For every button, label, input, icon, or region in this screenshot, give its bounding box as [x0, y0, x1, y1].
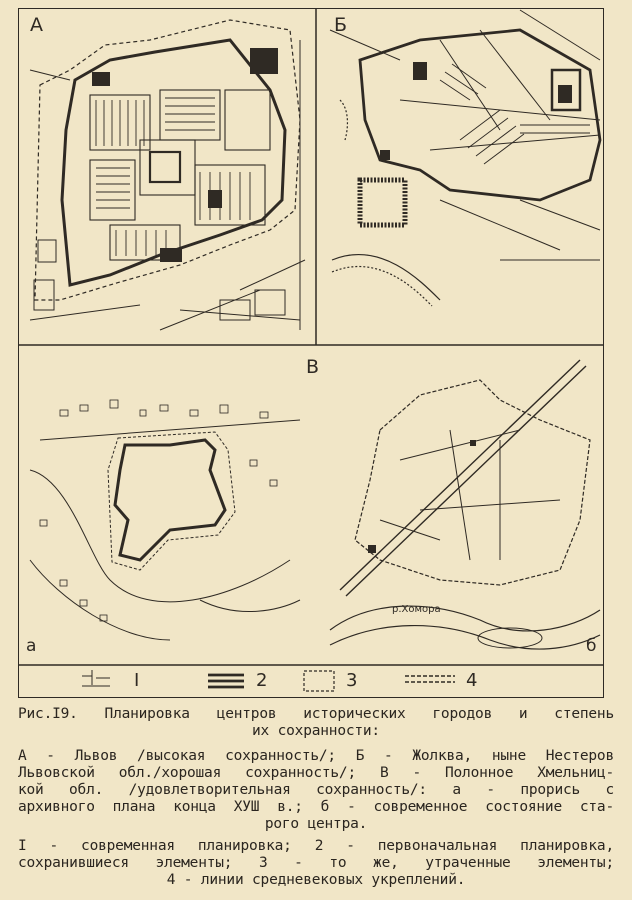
railway-line: [340, 360, 580, 590]
caption-title-line-1: Рис.I9. Планировка центров исторических городов и степень: [18, 706, 614, 722]
panel-a-lviv-plan: [30, 20, 305, 330]
panel-label-b: Б: [334, 14, 348, 36]
khomora-river: [330, 606, 600, 631]
legend-icon-dashed-square: [304, 671, 334, 691]
panel-dividers: [18, 8, 604, 665]
caption-desc-line-4: архивного плана конца ХУШ в.; б - современное состояние ста-: [18, 799, 614, 815]
panel-label-a: А: [30, 14, 43, 36]
caption-legend-line-2: сохранившиеся элементы; 3 - то же, утраченные элементы;: [18, 855, 614, 871]
caption-desc-line-1: А - Львов /высокая сохранность/; Б - Жолква, ныне Нестеров: [18, 748, 614, 764]
zhovkva-castle: [360, 180, 405, 225]
legend-icon-thick-lines: [208, 675, 244, 687]
figure-caption-legend: [18, 838, 614, 889]
caption-title-line-2: их сохранности:: [252, 723, 380, 739]
figure-caption-description: [18, 748, 614, 833]
panel-label-sub-a: а: [26, 636, 37, 656]
caption-legend-line-1: I - современная планировка; 2 - первоначальная планировка,: [18, 838, 614, 854]
figure-caption-title: [18, 706, 614, 740]
caption-desc-line-5: рого центра.: [264, 816, 368, 832]
legend-number-3: 3: [346, 670, 358, 691]
legend-icon-dashed-line: [405, 676, 455, 682]
legend-number-1: I: [134, 670, 140, 691]
zhovkva-river-bank: [332, 255, 440, 300]
river-label: р.Хомора: [392, 604, 441, 615]
panel-v-a-archive-plan: [30, 400, 300, 640]
legend-number-4: 4: [466, 670, 478, 691]
caption-legend-line-3: 4 - линии средневековых укреплений.: [166, 872, 466, 888]
legend-number-2: 2: [256, 670, 268, 691]
panel-label-v: В: [306, 356, 320, 378]
panel-v-b-modern-plan: [330, 360, 600, 649]
caption-desc-line-3: кой обл. /удовлетворительная сохранность/: а - прорись с: [18, 782, 614, 798]
zhovkva-wall: [360, 30, 600, 200]
panel-label-sub-b: б: [586, 636, 597, 656]
caption-desc-line-2: Львовской обл./хорошая сохранность/; В - Полонное Хмельниц-: [18, 765, 614, 781]
polonne-fortress: [115, 440, 225, 560]
panel-b-zhovkva-plan: [330, 10, 600, 306]
legend-icon-thin-lines: [82, 670, 110, 686]
